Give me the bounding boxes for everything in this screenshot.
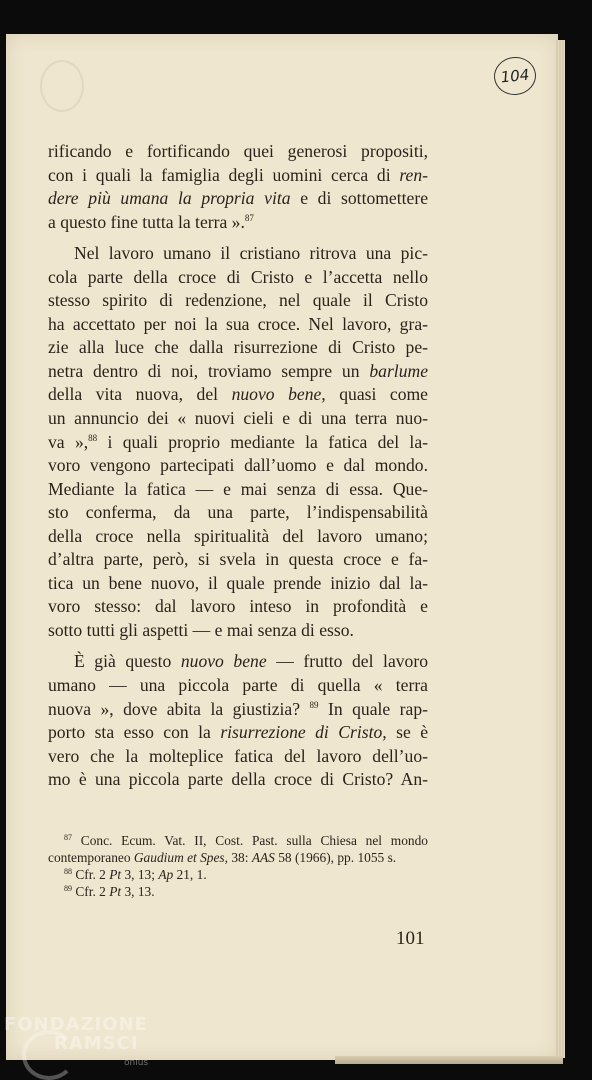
text-line: sto conferma, da una parte, l’indispensabilità <box>48 502 428 523</box>
text-line: netra dentro di noi, troviamo sempre un barlume <box>48 360 428 381</box>
page-bottom-edge <box>335 1056 563 1064</box>
body-text <box>48 140 428 792</box>
text-line: tica un bene nuovo, il quale prende inizio dal la- <box>48 572 428 593</box>
text-line: va »,$^{88}$ i quali proprio mediante la fatica del la- <box>48 431 428 452</box>
footnote-ref-87: 87 <box>244 212 254 223</box>
watermark <box>4 1014 149 1068</box>
text-line: rificando e fortificando quei generosi propositi, <box>48 141 428 161</box>
text-line: un annuncio dei « nuovi cieli e di una terra nuo- <box>48 408 428 429</box>
text-line: Mediante la fatica — e mai senza di essa. Que- <box>48 478 428 499</box>
text-line: umano — una piccola parte di quella « terra <box>48 675 428 696</box>
watermark-tag: onlus <box>124 1058 149 1068</box>
paragraph-3 <box>48 650 428 791</box>
page-number: 101 <box>396 928 425 949</box>
text-line: nuova », dove abita la giustizia? $^{89}$ In quale rap- <box>48 698 428 719</box>
handwritten-folio-text: 104 <box>499 65 531 87</box>
text-line: vero che la molteplice fatica del lavoro dell’uo- <box>48 745 428 766</box>
text-line: cola parte della croce di Cristo e l’accetta nello <box>48 266 428 287</box>
text-line: con i quali la famiglia degli uomini cerca di ren- <box>48 164 428 185</box>
text-line: voro stesso: dal lavoro inteso in profondità e <box>48 596 428 617</box>
footnote-87: $^{87}$ Conc. Ecum. Vat. II, Cost. Past. sulla Chiesa nel mondo <box>64 833 428 848</box>
footnote-88: $^{88}$ Cfr. 2 Pt 3, 13; Ap 21, 1. <box>64 867 207 882</box>
page-edge <box>555 40 565 1058</box>
footnote-ref-89: 89 <box>309 699 319 710</box>
text-line: sotto tutti gli aspetti — e mai senza di esso. <box>48 619 354 640</box>
text-line: mo è una piccola parte della croce di Cristo? An- <box>48 769 428 790</box>
text-line: dere più umana la propria vita e di sottomettere <box>48 188 428 209</box>
text-line: stesso spirito di redenzione, nel quale il Cristo <box>48 290 428 311</box>
text-line: della croce nella spiritualità del lavoro umano; <box>48 525 428 546</box>
watermark-line-1: FONDAZIONE <box>4 1014 148 1035</box>
text-line: a questo fine tutta la terra ».$^{87}$ <box>48 211 254 232</box>
paragraph-2 <box>48 242 428 642</box>
footnote-87-cont: contemporaneo Gaudium et Spes, 38: AAS 58 (1966), pp. 1055 s. <box>48 850 397 865</box>
footnote-ref-88: 88 <box>88 432 98 443</box>
footnote-89: $^{89}$ Cfr. 2 Pt 3, 13. <box>64 884 155 899</box>
footnotes <box>48 832 428 900</box>
text-line: ha accettato per noi la sua croce. Nel lavoro, gra- <box>48 313 428 334</box>
text-line: zie alla luce che dalla risurrezione di Cristo pe- <box>48 337 428 358</box>
text-line: Nel lavoro umano il cristiano ritrova una pic- <box>74 243 428 264</box>
text-line: della vita nuova, del nuovo bene, quasi come <box>48 384 428 405</box>
text-line: porto sta esso con la risurrezione di Cristo, se è <box>48 722 429 743</box>
text-line: d’altra parte, però, si svela in questa croce e fa- <box>48 549 428 570</box>
bleed-through-stamp <box>40 60 84 112</box>
text-line: È già questo nuovo bene — frutto del lavoro <box>74 651 429 672</box>
watermark-line-2: RAMSCI <box>54 1033 139 1054</box>
paragraph-1 <box>48 140 428 234</box>
text-line: voro vengono partecipati dall’uomo e dal mondo. <box>48 455 428 476</box>
